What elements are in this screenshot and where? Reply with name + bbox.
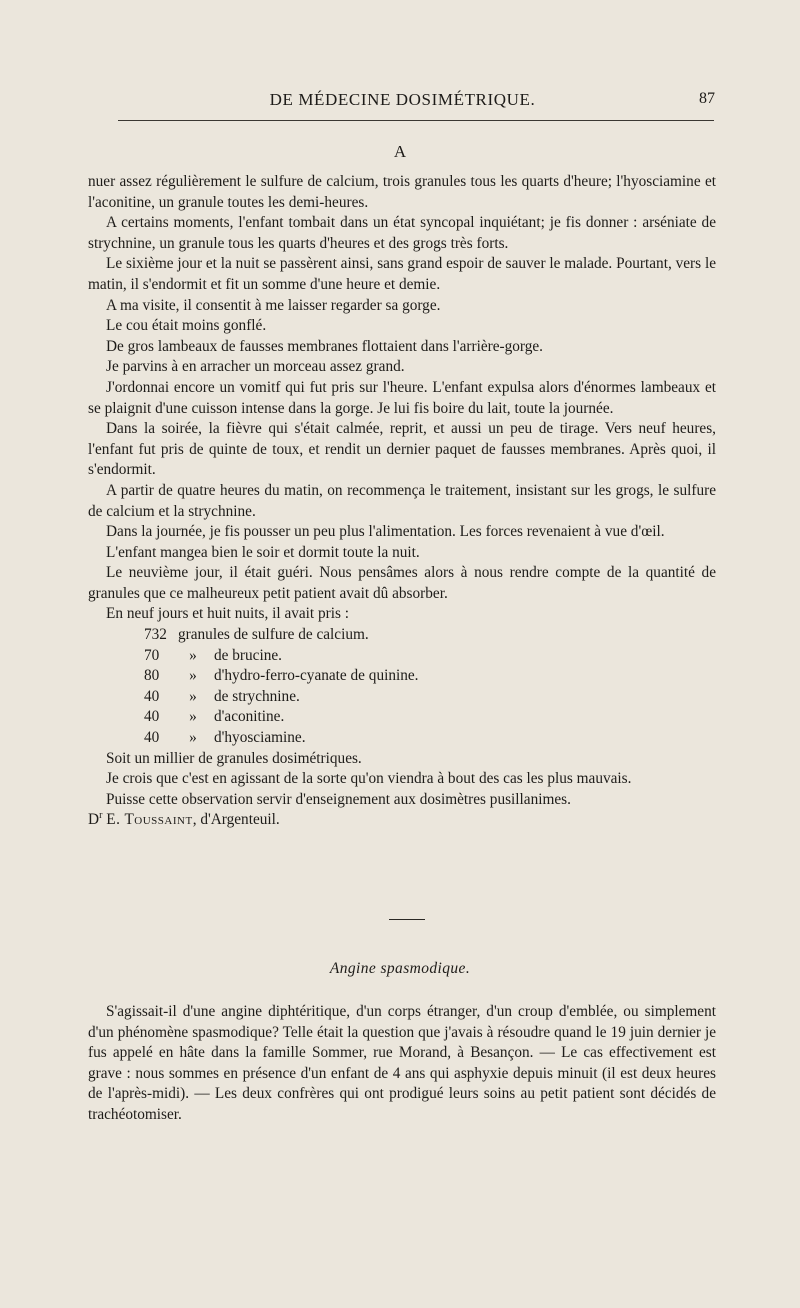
- dose-mark: »: [189, 667, 197, 685]
- signature-name: E. Toussaint: [106, 811, 193, 829]
- body-text: [88, 172, 716, 831]
- dose-text: d'aconitine.: [214, 708, 285, 726]
- dose-text: de strychnine.: [214, 687, 300, 705]
- paragraph: Je parvins à en arracher un morceau assez grand.: [106, 358, 405, 376]
- signature: [88, 810, 716, 831]
- dose-quantity: 80: [144, 667, 160, 685]
- paragraph: S'agissait-il d'une angine diphtéritique, d'un corps étranger, d'un croup d'emblée, ou simplement d'un phénomène spasmodique? Telle était la question que j'avais à résoudre quand le 19 juin dernier je fus appelé en hâte dans la famille Sommer, rue Morand, à Besançon. — Le cas effectivement est grave : nous sommes en présence d'un enfant de 4 ans qui asphyxie depuis minuit (il est deux heures de l'après-midi). — Les deux confrères qui ont prodigué leurs soins au petit patient sont décidés de trachéotomiser.: [88, 1003, 716, 1123]
- paragraph: Soit un millier de granules dosimétriques.: [106, 749, 362, 767]
- paragraph: nuer assez régulièrement le sulfure de calcium, trois granules tous les quarts d'heure; l'hyosciamine et l'aconitine, un granule toutes les demi-heures.: [88, 173, 716, 211]
- dose-quantity: 40: [144, 729, 160, 747]
- dose-text: de brucine.: [214, 646, 282, 664]
- dose-mark: »: [189, 729, 197, 747]
- signature-prefix: D: [88, 811, 100, 829]
- dose-row: [144, 646, 716, 667]
- dose-list: [144, 625, 716, 749]
- paragraph: L'enfant mangea bien le soir et dormit toute la nuit.: [106, 543, 420, 561]
- signature-place: , d'Argenteuil.: [192, 811, 280, 829]
- section-title: Angine spasmodique.: [329, 960, 471, 977]
- dose-row: [144, 666, 716, 687]
- paragraph: A ma visite, il consentit à me laisser regarder sa gorge.: [106, 296, 441, 314]
- dose-row: [144, 728, 716, 749]
- paragraph: J'ordonnai encore un vomitf qui fut pris sur l'heure. L'enfant expulsa alors d'énormes lambeaux et se plaignit d'une cuisson intense dans la gorge. Je lui fis boire du lait, toute la journée.: [88, 378, 716, 417]
- dose-text: d'hyosciamine.: [214, 729, 306, 747]
- dose-mark: »: [189, 646, 197, 664]
- dose-quantity: 40: [144, 708, 160, 726]
- header-rule: [118, 120, 714, 121]
- dose-text: d'hydro-ferro-cyanate de quinine.: [214, 667, 419, 685]
- paragraph: A certains moments, l'enfant tombait dans un état syncopal inquiétant; je fis donner : arséniate de strychnine, un granule tous les quarts d'heures et des grogs très forts.: [88, 214, 716, 252]
- section-letter: A: [393, 142, 407, 161]
- dose-quantity: 40: [144, 687, 160, 705]
- dose-text: granules de sulfure de calcium.: [178, 626, 369, 644]
- paragraph: De gros lambeaux de fausses membranes flottaient dans l'arrière-gorge.: [106, 337, 543, 355]
- paragraph: A partir de quatre heures du matin, on recommença le traitement, insistant sur les grogs, le sulfure de calcium et la strychnine.: [88, 481, 716, 520]
- section2-text: [88, 1002, 716, 1126]
- paragraph: Puisse cette observation servir d'enseignement aux dosimètres pusillanimes.: [106, 790, 571, 808]
- running-head: [90, 88, 715, 114]
- running-title: DE MÉDECINE DOSIMÉTRIQUE.: [269, 90, 536, 109]
- paragraph: Le sixième jour et la nuit se passèrent ainsi, sans grand espoir de sauver le malade. Pourtant, vers le matin, il s'endormit et fit un somme d'une heure et demie.: [88, 255, 716, 293]
- paragraph: Je crois que c'est en agissant de la sorte qu'on viendra à bout des cas les plus mauvais.: [106, 770, 632, 788]
- dose-quantity: 70: [144, 646, 160, 664]
- paragraph: En neuf jours et huit nuits, il avait pris :: [106, 605, 350, 623]
- page-number: 87: [699, 90, 715, 107]
- signature-sup: r: [99, 810, 103, 822]
- dose-row: [144, 707, 716, 728]
- dose-quantity: 732: [144, 626, 167, 644]
- section-divider: [389, 919, 425, 920]
- dose-row: [144, 625, 716, 646]
- dose-mark: »: [189, 708, 197, 726]
- paragraph: Le cou était moins gonflé.: [106, 317, 267, 335]
- paragraph: Le neuvième jour, il était guéri. Nous pensâmes alors à nous rendre compte de la quantité de granules que ce malheureux petit patient avait dû absorber.: [88, 564, 716, 602]
- dose-mark: »: [189, 687, 197, 705]
- paragraph: Dans la soirée, la fièvre qui s'était calmée, reprit, et aussi un peu de tirage. Vers neuf heures, l'enfant fut pris de quinte de toux, et rendit un dernier paquet de fausses membranes. Après quoi, il s'endormit.: [88, 420, 716, 479]
- dose-row: [144, 687, 716, 708]
- paragraph: Dans la journée, je fis pousser un peu plus l'alimentation. Les forces revenaient à vue d'œil.: [106, 523, 665, 541]
